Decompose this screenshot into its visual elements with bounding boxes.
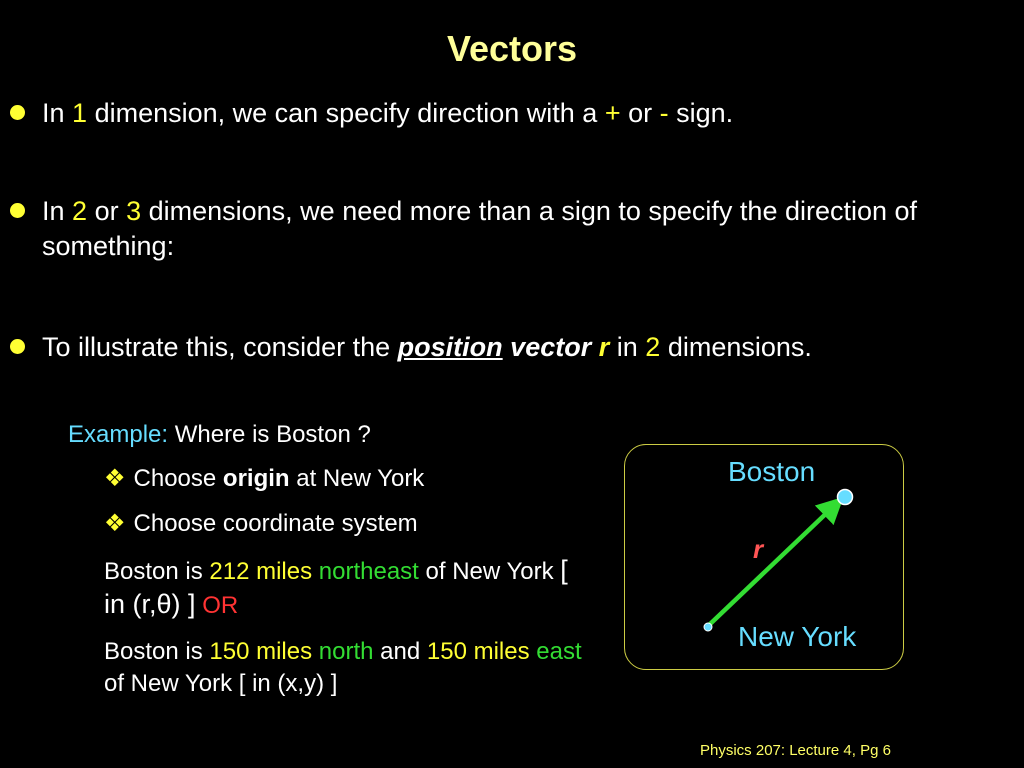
text-segment: + [604,98,621,128]
step-text-pre: Choose [133,465,223,492]
text-segment: 2 [645,332,661,362]
text-segment: 150 miles [426,638,530,665]
text-segment: sign. [668,98,734,128]
text-segment: To illustrate this, consider the [42,332,398,362]
text-segment: dimensions. [660,332,812,362]
text-segment: position [397,332,503,362]
text-segment: and [373,638,427,665]
text-segment: northeast [318,558,419,585]
text-segment: or [620,98,660,128]
text-segment: 150 miles [209,638,313,665]
text-segment: 2 [72,196,88,226]
text-segment: In [42,196,73,226]
diamond-bullet-icon: ❖ [104,510,126,537]
text-segment: or [87,196,127,226]
text-segment: dimension, we can specify direction with a [87,98,605,128]
example-question: Where is Boston ? [168,421,371,448]
text-segment: In [42,98,73,128]
text-segment: of New York [ in (x,y) ] [104,670,338,697]
text-segment: north [318,638,374,665]
text-segment: r [598,332,610,362]
newyork-label: New York [738,621,857,652]
boston-point [838,490,853,505]
text-segment: east [536,638,582,665]
diamond-bullet-icon: ❖ [104,465,126,492]
example-colon: : [161,421,169,448]
text-segment: OR [202,592,239,619]
vector-r-label: r [753,534,764,564]
position-vector-arrow [708,506,834,626]
boston-label: Boston [728,456,816,487]
text-segment: vector [510,332,592,362]
footer-page-label: Physics 207: Lecture 4, Pg 6 [700,742,891,759]
text-segment: - [659,98,669,128]
text-segment: in [609,332,646,362]
step-text-bold: origin [222,465,290,492]
text-segment: [ in (r,θ) ] [104,555,568,619]
text-segment: 3 [126,196,142,226]
step-text-pre: Choose coordinate system [133,510,418,537]
slide-title: Vectors [446,28,578,69]
text-segment: Boston is [104,558,210,585]
text-segment: 1 [72,98,88,128]
text-segment: dimensions, we need more than a sign to specify the direction of something: [42,196,918,261]
text-segment: Boston is [104,638,210,665]
newyork-point [704,623,712,631]
text-segment: 212 miles [209,558,313,585]
step-text-post: at New York [289,465,425,492]
example-label: Example [68,421,162,448]
text-segment: of New York [418,558,561,585]
